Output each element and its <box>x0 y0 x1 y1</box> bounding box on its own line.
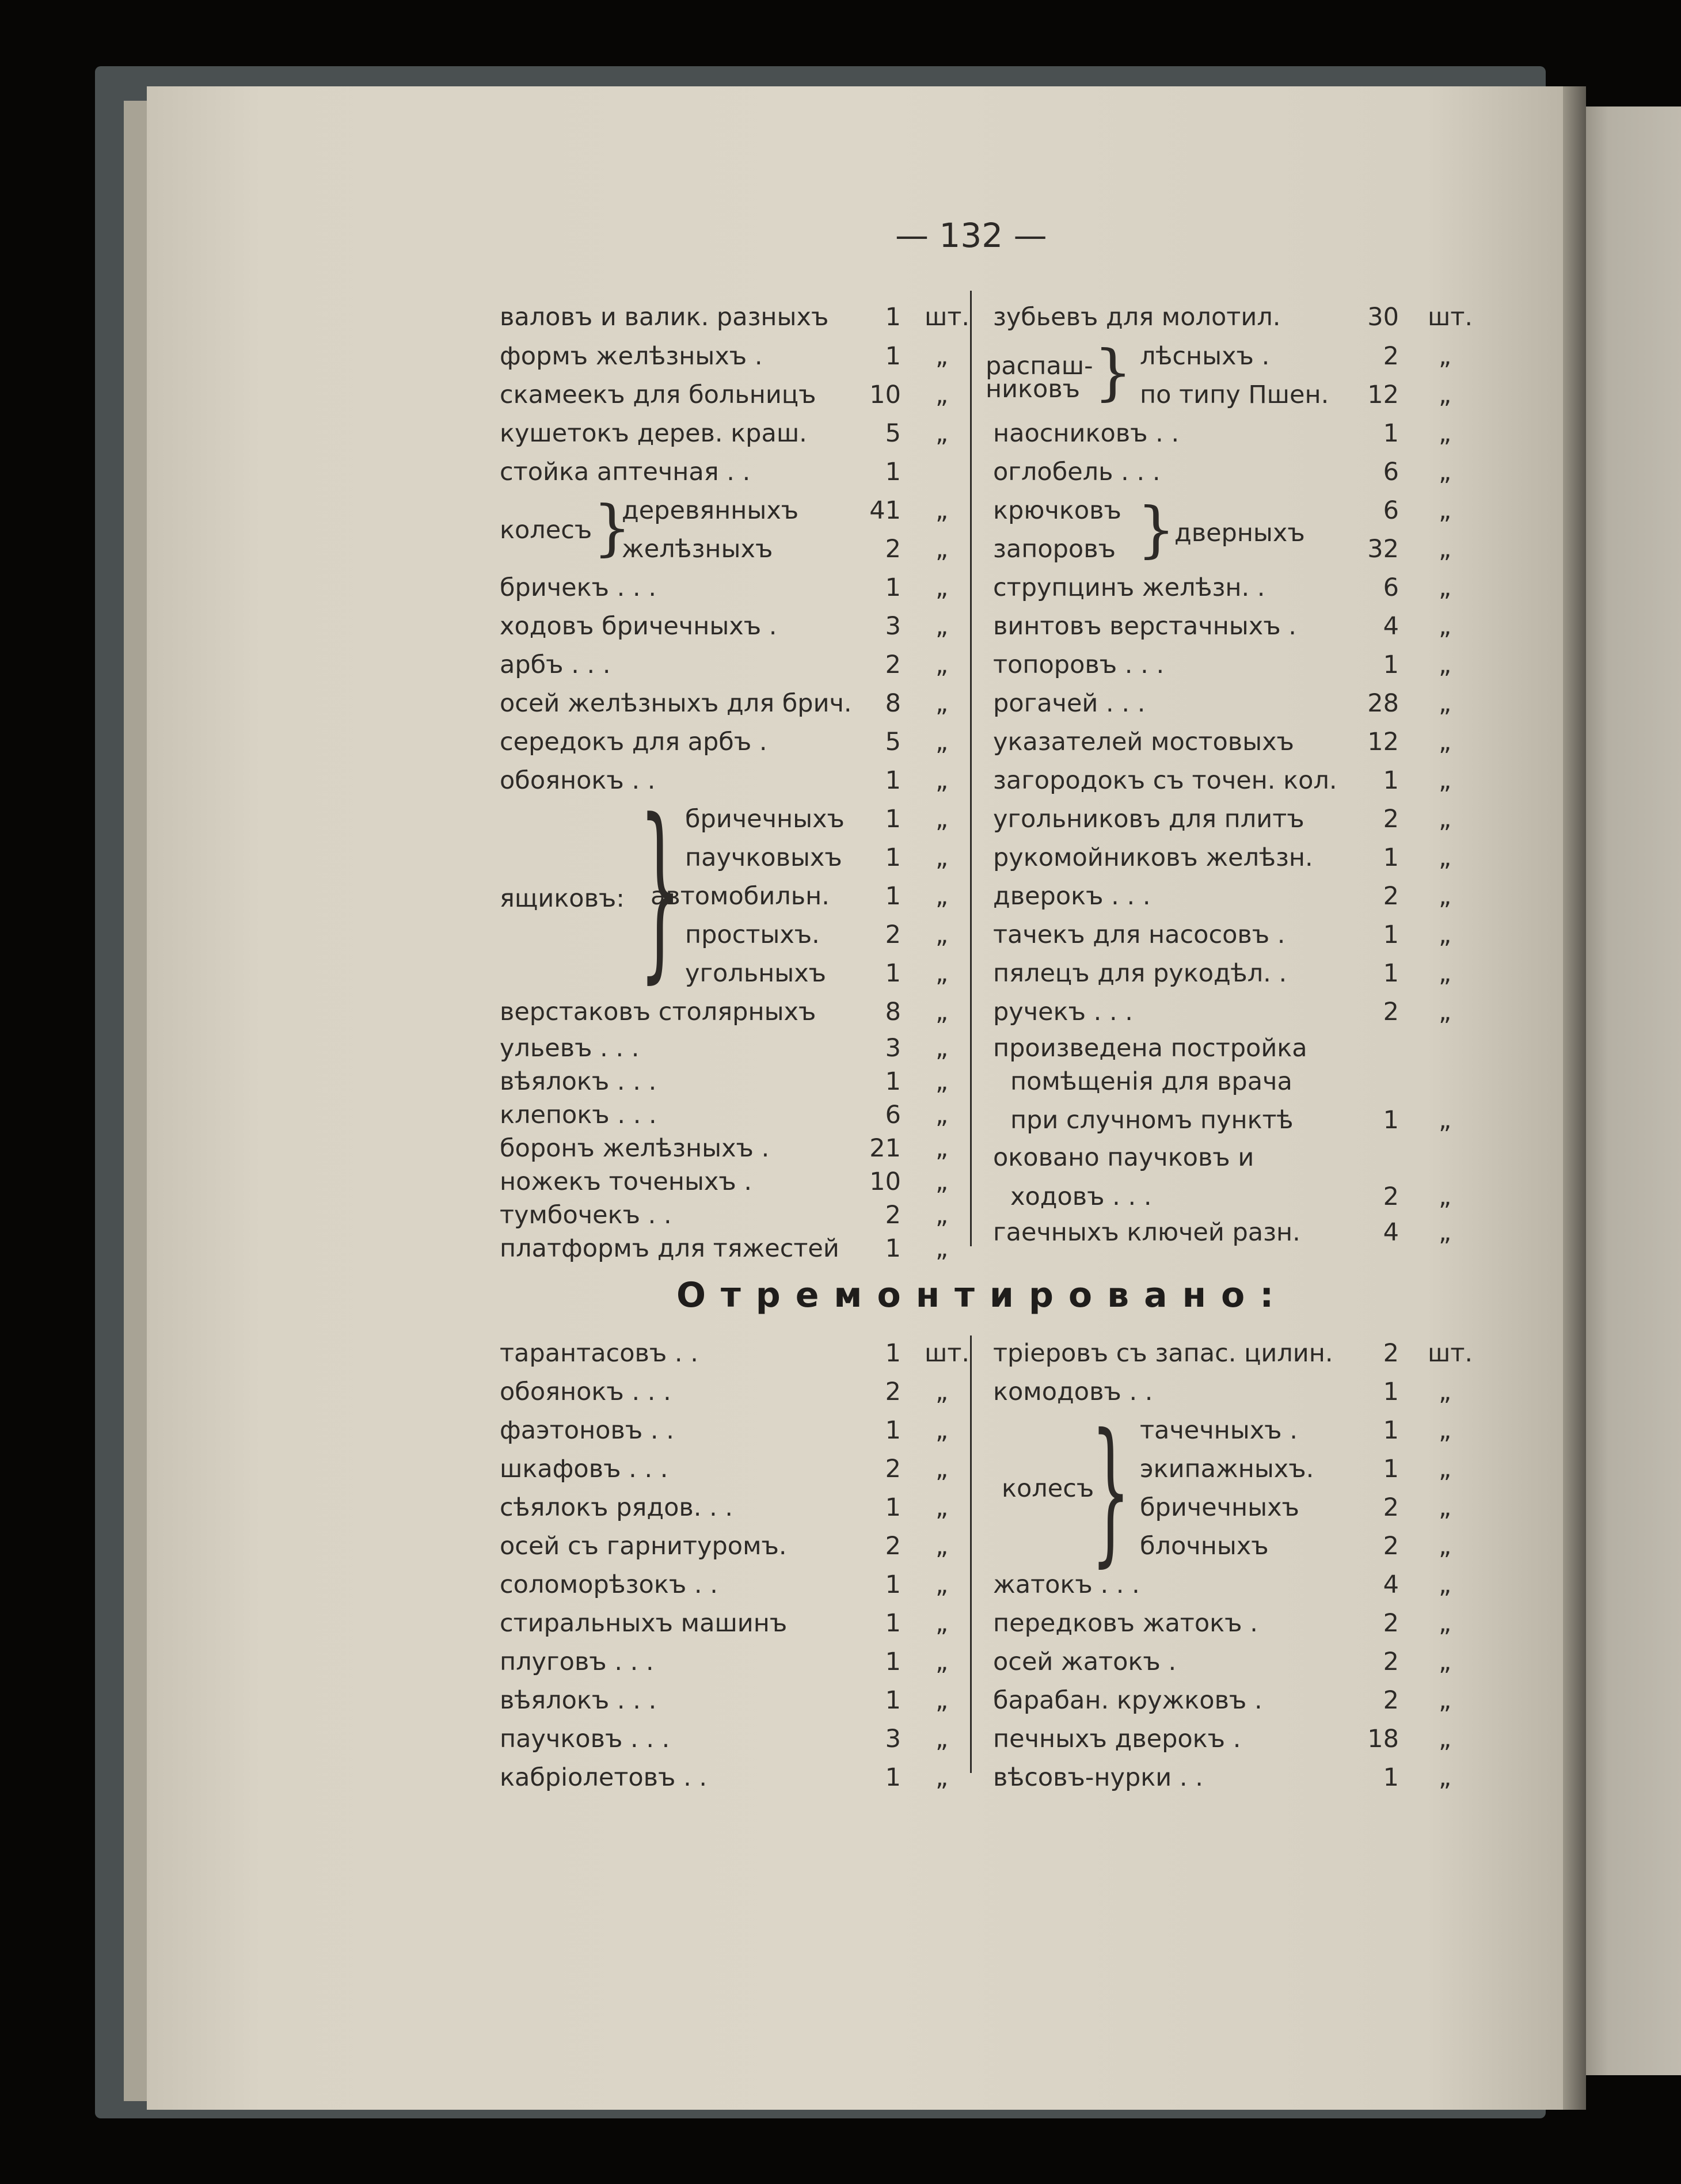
list-item-quantity: 8 <box>885 689 901 718</box>
list-item-label: тріеровъ съ запас. цилин. <box>993 1339 1333 1368</box>
list-item-label: скамеекъ для больницъ <box>500 381 816 409</box>
list-item-unit: „ <box>935 496 949 525</box>
list-item-quantity: 1 <box>885 1234 901 1263</box>
list-item-quantity: 12 <box>1367 728 1399 756</box>
list-item-label: экипажныхъ. <box>1140 1455 1314 1483</box>
list-item-quantity: 2 <box>1383 998 1399 1026</box>
list-item-label: сѣялокъ рядов. . . <box>500 1493 733 1522</box>
list-item-quantity: 3 <box>885 612 901 641</box>
text-line: ходовъ . . . <box>1010 1182 1152 1211</box>
list-item-quantity: 1 <box>885 1493 901 1522</box>
list-item-quantity: 1 <box>885 1339 901 1368</box>
list-item-label: формъ желѣзныхъ . <box>500 342 763 371</box>
list-item-quantity: 1 <box>1383 1455 1399 1483</box>
list-item-unit: шт. <box>925 303 970 332</box>
list-item-quantity: 2 <box>885 920 901 949</box>
list-item-quantity: 1 <box>885 882 901 911</box>
brace-wheels: } <box>593 493 632 563</box>
list-item-label: тачечныхъ . <box>1140 1416 1298 1445</box>
list-item-unit: „ <box>935 843 949 872</box>
list-item-quantity: 5 <box>885 419 901 448</box>
list-item-unit: „ <box>1438 1416 1452 1445</box>
list-item-unit: „ <box>1438 650 1452 679</box>
list-item-quantity: 1 <box>1383 1106 1399 1135</box>
list-item-quantity: 41 <box>869 496 901 525</box>
section-heading: Отремонтировано: <box>676 1275 1289 1315</box>
list-item-quantity: 30 <box>1367 303 1399 332</box>
list-item-quantity: 2 <box>1383 1339 1399 1368</box>
list-item-unit: „ <box>935 805 949 834</box>
list-item-unit: „ <box>935 766 949 795</box>
list-item-unit: „ <box>935 1493 949 1522</box>
list-item-unit: „ <box>935 1234 949 1263</box>
text-line: произведена постройка <box>993 1034 1307 1063</box>
list-item-quantity: 12 <box>1367 381 1399 409</box>
list-item-quantity: 1 <box>885 1609 901 1638</box>
page-gutter <box>1563 86 1586 2110</box>
list-item-quantity: 1 <box>1383 959 1399 988</box>
list-item-unit: „ <box>935 1609 949 1638</box>
list-item-label: ножекъ точеныхъ . <box>500 1167 752 1196</box>
list-item-label: оглобель . . . <box>993 458 1161 486</box>
list-item-label: валовъ и валик. разныхъ <box>500 303 829 332</box>
list-item-label: вѣсовъ-нурки . . <box>993 1763 1203 1792</box>
list-item-unit: „ <box>1438 766 1452 795</box>
list-item-label: бричечныхъ <box>1140 1493 1299 1522</box>
list-item-quantity: 2 <box>885 1201 901 1230</box>
list-item-unit: „ <box>1438 959 1452 988</box>
list-item-quantity: 2 <box>1383 1609 1399 1638</box>
list-item-quantity: 1 <box>1383 843 1399 872</box>
list-item-unit: „ <box>935 1167 949 1196</box>
list-item-label: ходовъ бричечныхъ . <box>500 612 777 641</box>
list-item-unit: „ <box>1438 381 1452 409</box>
list-item-label: платформъ для тяжестей <box>500 1234 839 1263</box>
list-item-label: винтовъ верстачныхъ . <box>993 612 1296 641</box>
list-item-quantity: 1 <box>885 1686 901 1715</box>
list-item-unit: „ <box>1438 1106 1452 1135</box>
list-item-label: вѣялокъ . . . <box>500 1067 657 1096</box>
list-item-label: пялецъ для рукодѣл. . <box>993 959 1287 988</box>
list-item-unit: „ <box>935 1725 949 1753</box>
list-item-quantity: 3 <box>885 1034 901 1063</box>
list-item-unit: „ <box>935 1134 949 1163</box>
list-item-label: паучковыхъ <box>685 843 842 872</box>
list-item-quantity: 6 <box>1383 496 1399 525</box>
list-item-label: обоянокъ . . . <box>500 1378 671 1406</box>
list-item-unit: „ <box>935 959 949 988</box>
list-item-quantity: 18 <box>1367 1725 1399 1753</box>
group-label-wheels-2: колесъ <box>1002 1474 1094 1503</box>
list-item-quantity: 32 <box>1367 535 1399 564</box>
list-item-label: лѣсныхъ . <box>1140 342 1270 371</box>
list-item-quantity: 2 <box>1383 1182 1399 1211</box>
list-item-quantity: 1 <box>885 766 901 795</box>
list-item-label: клепокъ . . . <box>500 1101 657 1129</box>
list-item-unit: „ <box>1438 573 1452 602</box>
list-item-label: дверокъ . . . <box>993 882 1151 911</box>
list-item-quantity: 8 <box>885 998 901 1026</box>
list-item-label: струпцинъ желѣзн. . <box>993 573 1265 602</box>
list-item-label: осей желѣзныхъ для брич. <box>500 689 852 718</box>
list-item-label: угольныхъ <box>685 959 827 988</box>
list-item-quantity: 1 <box>885 1763 901 1792</box>
list-item-unit: „ <box>1438 1532 1452 1561</box>
list-item-label: наосниковъ . . <box>993 419 1180 448</box>
text-line: оковано паучковъ и <box>993 1143 1254 1172</box>
text-line: гаечныхъ ключей разн. <box>993 1218 1300 1247</box>
list-item-unit: „ <box>935 650 949 679</box>
list-item-label: желѣзныхъ <box>622 535 773 564</box>
list-item-label: тарантасовъ . . <box>500 1339 698 1368</box>
list-item-label: середокъ для арбъ . <box>500 728 767 756</box>
list-item-label: осей жатокъ . <box>993 1647 1177 1676</box>
list-item-quantity: 1 <box>885 805 901 834</box>
list-item-label: осей съ гарнитуромъ. <box>500 1532 787 1561</box>
list-item-label: указателей мостовыхъ <box>993 728 1294 756</box>
list-item-unit: „ <box>1438 496 1452 525</box>
list-item-unit: „ <box>1438 342 1452 371</box>
list-item-unit: „ <box>935 1455 949 1483</box>
list-item-label: блочныхъ <box>1140 1532 1269 1561</box>
list-item-label: верстаковъ столярныхъ <box>500 998 816 1026</box>
list-item-label: вѣялокъ . . . <box>500 1686 657 1715</box>
list-item-unit: „ <box>1438 998 1452 1026</box>
list-item-quantity: 10 <box>869 381 901 409</box>
list-item-unit: „ <box>935 1378 949 1406</box>
list-item-unit: шт. <box>1428 1339 1473 1368</box>
list-item-quantity: 4 <box>1383 1570 1399 1599</box>
text-line: помѣщенія для врача <box>1010 1067 1292 1096</box>
list-item-unit: „ <box>1438 1725 1452 1753</box>
list-item-unit: „ <box>935 920 949 949</box>
list-item-quantity: 2 <box>1383 342 1399 371</box>
list-item-unit: „ <box>1438 1609 1452 1638</box>
list-item-label: автомобильн. <box>651 882 830 911</box>
list-item-quantity: 1 <box>1383 1416 1399 1445</box>
list-item-unit: „ <box>1438 1455 1452 1483</box>
list-item-quantity: 1 <box>885 1647 901 1676</box>
list-item-quantity: 1 <box>1383 650 1399 679</box>
list-item-quantity: 1 <box>1383 419 1399 448</box>
list-item-quantity: 1 <box>1383 920 1399 949</box>
list-item-unit: „ <box>1438 1763 1452 1792</box>
list-item-unit: „ <box>935 342 949 371</box>
list-item-label: рукомойниковъ желѣзн. <box>993 843 1313 872</box>
list-item-quantity: 1 <box>885 303 901 332</box>
list-item-unit: „ <box>935 535 949 564</box>
brace-ploughs: } <box>1094 337 1132 408</box>
list-item-quantity: 5 <box>885 728 901 756</box>
list-item-unit: „ <box>935 1201 949 1230</box>
list-item-label: топоровъ . . . <box>993 650 1165 679</box>
list-item-quantity: 1 <box>885 458 901 486</box>
list-item-unit: „ <box>1438 612 1452 641</box>
list-item-unit: „ <box>1438 419 1452 448</box>
list-item-label: барабан. кружковъ . <box>993 1686 1262 1715</box>
brace-wheels-2: } <box>1091 1400 1131 1581</box>
list-item-unit: „ <box>1438 882 1452 911</box>
list-item-quantity: 21 <box>869 1134 901 1163</box>
list-item-unit: „ <box>1438 728 1452 756</box>
list-item-unit: шт. <box>1428 303 1473 332</box>
list-item-unit: „ <box>1438 689 1452 718</box>
list-item-quantity: 1 <box>885 573 901 602</box>
list-item-label: шкафовъ . . . <box>500 1455 668 1483</box>
group-label-doors: дверныхъ <box>1174 519 1305 547</box>
list-item-unit: „ <box>935 728 949 756</box>
list-item-label: паучковъ . . . <box>500 1725 670 1753</box>
list-item-quantity: 1 <box>885 1416 901 1445</box>
list-item-quantity: 6 <box>1383 573 1399 602</box>
list-item-quantity: 2 <box>885 535 901 564</box>
list-item-unit: шт. <box>925 1339 970 1368</box>
list-item-label: запоровъ <box>993 535 1116 564</box>
list-item-quantity: 1 <box>885 1570 901 1599</box>
list-item-label: комодовъ . . <box>993 1378 1153 1406</box>
list-item-label: зубьевъ для молотил. <box>993 303 1281 332</box>
list-item-label: боронъ желѣзныхъ . <box>500 1134 770 1163</box>
list-item-label: печныхъ дверокъ . <box>993 1725 1241 1753</box>
list-item-label: передковъ жатокъ . <box>993 1609 1258 1638</box>
list-item-quantity: 2 <box>885 1378 901 1406</box>
brace-boxes: } <box>639 779 682 1000</box>
list-item-quantity: 2 <box>1383 1493 1399 1522</box>
list-item-unit: „ <box>935 1034 949 1063</box>
list-item-label: тачекъ для насосовъ . <box>993 920 1286 949</box>
list-item-quantity: 10 <box>869 1167 901 1196</box>
list-item-label: кушетокъ дерев. краш. <box>500 419 807 448</box>
list-item-label: обоянокъ . . <box>500 766 656 795</box>
list-item-unit: „ <box>1438 1378 1452 1406</box>
list-item-quantity: 2 <box>885 1532 901 1561</box>
brace-doors: } <box>1137 494 1176 565</box>
list-item-unit: „ <box>1438 458 1452 486</box>
list-item-quantity: 2 <box>1383 805 1399 834</box>
list-item-unit: „ <box>935 1647 949 1676</box>
list-item-quantity: 2 <box>1383 1647 1399 1676</box>
list-item-label: загородокъ съ точен. кол. <box>993 766 1337 795</box>
list-item-unit: „ <box>935 612 949 641</box>
list-item-unit: „ <box>935 1570 949 1599</box>
list-item-unit: „ <box>935 689 949 718</box>
list-item-quantity: 6 <box>885 1101 901 1129</box>
list-item-label: ульевъ . . . <box>500 1034 640 1063</box>
list-item-quantity: 1 <box>885 959 901 988</box>
group-label-ploughs-2: никовъ <box>986 375 1081 404</box>
list-item-label: простыхъ. <box>685 920 820 949</box>
list-item-quantity: 2 <box>1383 1532 1399 1561</box>
list-item-unit: „ <box>935 419 949 448</box>
list-item-label: угольниковъ для плитъ <box>993 805 1305 834</box>
list-item-unit: „ <box>935 1416 949 1445</box>
group-label-boxes: ящиковъ: <box>500 884 625 913</box>
page-number: — 132 — <box>895 216 1047 255</box>
list-item-label: жатокъ . . . <box>993 1570 1140 1599</box>
column-divider-top <box>970 291 972 1246</box>
list-item-unit: „ <box>1438 535 1452 564</box>
list-item-unit: „ <box>1438 1647 1452 1676</box>
list-item-unit: „ <box>935 1686 949 1715</box>
list-item-quantity: 4 <box>1383 612 1399 641</box>
list-item-unit: „ <box>935 998 949 1026</box>
list-item-quantity: 3 <box>885 1725 901 1753</box>
column-divider-bottom <box>970 1335 972 1773</box>
list-item-label: крючковъ <box>993 496 1121 525</box>
list-item-label: рогачей . . . <box>993 689 1146 718</box>
list-item-unit: „ <box>935 381 949 409</box>
list-item-label: бричекъ . . . <box>500 573 656 602</box>
list-item-quantity: 2 <box>1383 882 1399 911</box>
list-item-label: арбъ . . . <box>500 650 611 679</box>
list-item-label: ручекъ . . . <box>993 998 1133 1026</box>
list-item-label: тумбочекъ . . <box>500 1201 672 1230</box>
text-line: при случномъ пунктѣ <box>1010 1106 1294 1135</box>
list-item-label: стойка аптечная . . <box>500 458 751 486</box>
list-item-unit: „ <box>1438 1686 1452 1715</box>
list-item-label: плуговъ . . . <box>500 1647 654 1676</box>
list-item-quantity: 2 <box>885 1455 901 1483</box>
list-item-label: по типу Пшен. <box>1140 381 1329 409</box>
list-item-unit: „ <box>1438 805 1452 834</box>
list-item-unit: „ <box>935 1532 949 1561</box>
list-item-unit: „ <box>935 1101 949 1129</box>
list-item-quantity: 1 <box>885 342 901 371</box>
list-item-label: стиральныхъ машинъ <box>500 1609 788 1638</box>
list-item-quantity: 1 <box>1383 766 1399 795</box>
group-label-ploughs-1: распаш- <box>986 352 1093 381</box>
list-item-quantity: 2 <box>1383 1686 1399 1715</box>
list-item-unit: „ <box>935 1763 949 1792</box>
group-label-wheels: колесъ <box>500 516 592 545</box>
list-item-unit: „ <box>1438 843 1452 872</box>
list-item-quantity: 28 <box>1367 689 1399 718</box>
list-item-quantity: 6 <box>1383 458 1399 486</box>
list-item-quantity: 1 <box>1383 1378 1399 1406</box>
list-item-unit: „ <box>935 882 949 911</box>
list-item-label: деревянныхъ <box>622 496 799 525</box>
list-item-quantity: 2 <box>885 650 901 679</box>
list-item-quantity: 1 <box>885 843 901 872</box>
list-item-unit: „ <box>1438 1182 1452 1211</box>
list-item-unit: „ <box>1438 920 1452 949</box>
list-item-label: кабріолетовъ . . <box>500 1763 708 1792</box>
list-item-unit: „ <box>935 573 949 602</box>
list-item-unit: „ <box>935 1067 949 1096</box>
list-item-unit: „ <box>1438 1218 1452 1247</box>
list-item-label: бричечныхъ <box>685 805 845 834</box>
list-item-quantity: 1 <box>885 1067 901 1096</box>
list-item-unit: „ <box>1438 1570 1452 1599</box>
list-item-label: фаэтоновъ . . <box>500 1416 674 1445</box>
list-item-label: соломорѣзокъ . . <box>500 1570 718 1599</box>
list-item-quantity: 4 <box>1383 1218 1399 1247</box>
facing-page <box>1577 106 1681 2075</box>
list-item-quantity: 1 <box>1383 1763 1399 1792</box>
list-item-unit: „ <box>1438 1493 1452 1522</box>
